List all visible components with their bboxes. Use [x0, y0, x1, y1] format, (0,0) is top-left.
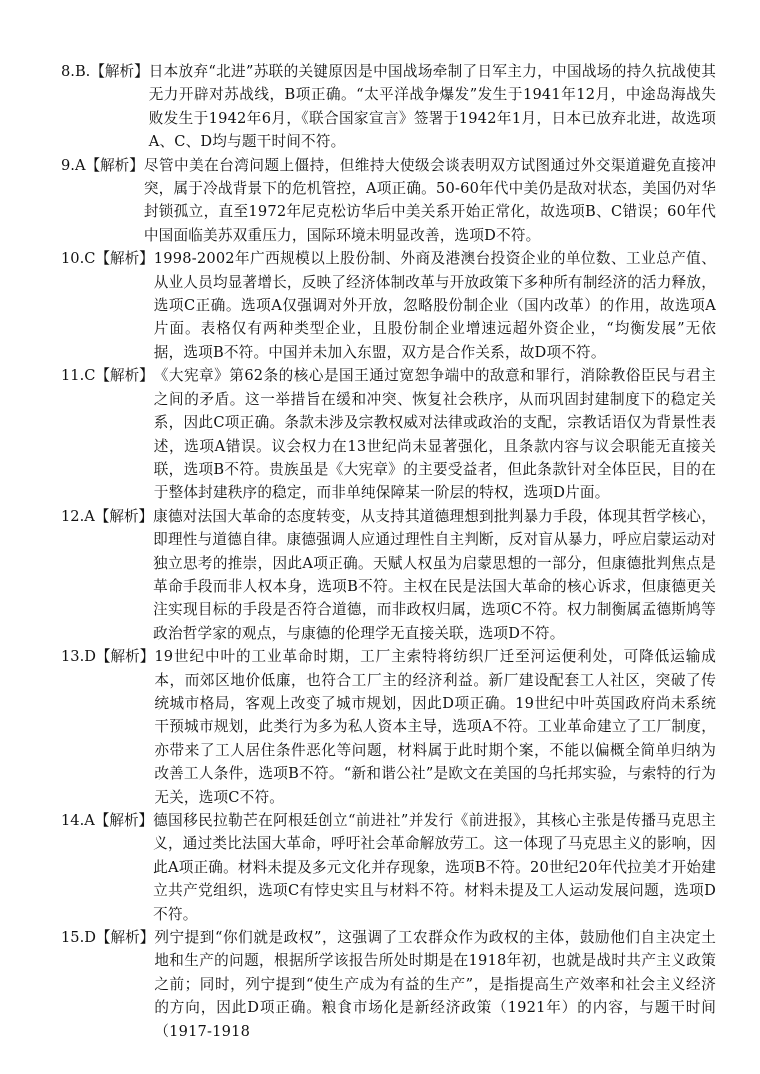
answer-item-13: [61, 645, 716, 809]
explanation-text: 德国移民拉勒芒在阿根廷创立“前进社”并发行《前进报》，其核心主张是传播马克思主义，通过类比法国大革命，呼吁社会革命解放劳工。这一体现了马克思主义的影响，因此A项正确。材料未提及多元文化并存现象，选项B不符。20世纪20年代拉美才开始建立共产党组织，选项C有悖史实且与材料不符。材料未提及工人运动发展问题，选项D不符。: [153, 812, 716, 923]
explanation-text: 19世纪中叶的工业革命时期，工厂主索特将纺织厂迁至河运便利处，可降低运输成本，而郊区地价低廉，也符合工厂主的经济利益。新厂建设配套工人社区，突破了传统城市格局，客观上改变了城市规划，因此D项正确。19世纪中叶英国政府尚未系统干预城市规划，此类行为多为私人资本主导，选项A不符。工业革命建立了工厂制度，亦带来了工人居住条件恶化等问题，材料属于此时期个案，不能以偏概全简单归纳为改善工人条件，选项B不符。“新和谐公社”是欧文在美国的乌托邦实验，与索特的行为无关，选项C不符。: [154, 648, 716, 806]
answer-item-11: [61, 364, 716, 504]
answer-item-10: [61, 247, 716, 364]
answer-label: 14.A【解析】: [61, 812, 154, 829]
answer-label: 8.B.【解析】: [61, 63, 149, 80]
answer-label: 13.D【解析】: [61, 648, 155, 666]
explanation-text: 《大宪章》第62条的核心是国王通过宽恕争端中的敌意和罪行，消除教俗臣民与君主之间的矛盾。这一举措旨在缓和冲突、恢复社会秩序，从而巩固封建制度下的稳定关系，因此C项正确。条款未涉及宗教权威对法律或政治的支配，宗教话语仅为背景性表述，选项A错误。议会权力在13世纪尚未显著强化，且条款内容与议会职能无直接关联，选项B不符。贵族虽是《大宪章》的主要受益者，但此条款针对全体臣民，目的在于整体封建秩序的稳定，而非单纯保障某一阶层的特权，选项D片面。: [153, 367, 716, 502]
answer-item-9: [61, 154, 716, 248]
answer-item-8: [61, 60, 716, 154]
explanation-text: 尽管中美在台湾问题上僵持，但维持大使级会谈表明双方试图通过外交渠道避免直接冲突，属于冷战背景下的危机管控，A项正确。50-60年代中美仍是敌对状态，美国仍对华封锁孤立，直至1972年尼克松访华后中美关系开始正常化，故选项B、C错误；60年代中国面临美苏双重压力，国际环境未明显改善，选项D不符。: [143, 156, 716, 244]
answer-label: 15.D【解析】: [61, 929, 155, 947]
explanation-text: 日本放弃“北进”苏联的关键原因是中国战场牵制了日军主力，中国战场的持久抗战使其无力开辟对苏战线，B项正确。“太平洋战争爆发”发生于1941年12月，中途岛海战失败发生于1942年6月，《联合国家宣言》签署于1942年1月，日本已放弃北进，故选项A、C、D均与题干时间不符。: [148, 63, 716, 151]
answer-label: 11.C【解析】: [61, 367, 154, 385]
answer-item-14: [61, 809, 716, 926]
answer-explanations: [61, 60, 716, 1043]
explanation-text: 列宁提到“你们就是政权”，这强调了工农群众作为政权的主体，鼓励他们自主决定土地和生产的问题，根据所学该报告所处时期是在1918年初，也就是战时共产主义政策之前；同时，列宁提到“使生产成为有益的生产”，是指提高生产效率和社会主义经济的方向，因此D项正确。粮食市场化是新经济政策（1921年）的内容，与题干时间（1917-1918: [154, 929, 716, 1040]
answer-item-15: [61, 926, 716, 1043]
explanation-text: 康德对法国大革命的态度转变，从支持其道德理想到批判暴力手段，体现其哲学核心，即理性与道德自律。康德强调人应通过理性自主判断，反对盲从暴力，呼应启蒙运动对独立思考的推崇，因此A项正确。天赋人权虽为启蒙思想的一部分，但康德批判焦点是革命手段而非人权本身，选项B不符。主权在民是法国大革命的核心诉求，但康德更关注实现目标的手段是否符合道德，而非政权归属，选项C不符。权力制衡属孟德斯鸠等政治哲学家的观点，与康德的伦理学无直接关联，选项D不符。: [153, 507, 716, 642]
answer-label: 10.C【解析】: [61, 250, 154, 268]
answer-label: 9.A【解析】: [61, 156, 144, 174]
explanation-text: 1998-2002年广西规模以上股份制、外商及港澳台投资企业的单位数、工业总产值、从业人员均显著增长，反映了经济体制改革与开放政策下多种所有制经济的活力释放，选项C正确。选项A仅强调对外开放，忽略股份制企业（国内改革）的作用，故选项A片面。表格仅有两种类型企业，且股份制企业增速远超外资企业，“均衡发展”无依据，选项B不符。中国并未加入东盟，双方是合作关系，故D项不符。: [153, 250, 716, 361]
answer-label: 12.A【解析】: [61, 507, 154, 525]
answer-item-12: [61, 505, 716, 645]
